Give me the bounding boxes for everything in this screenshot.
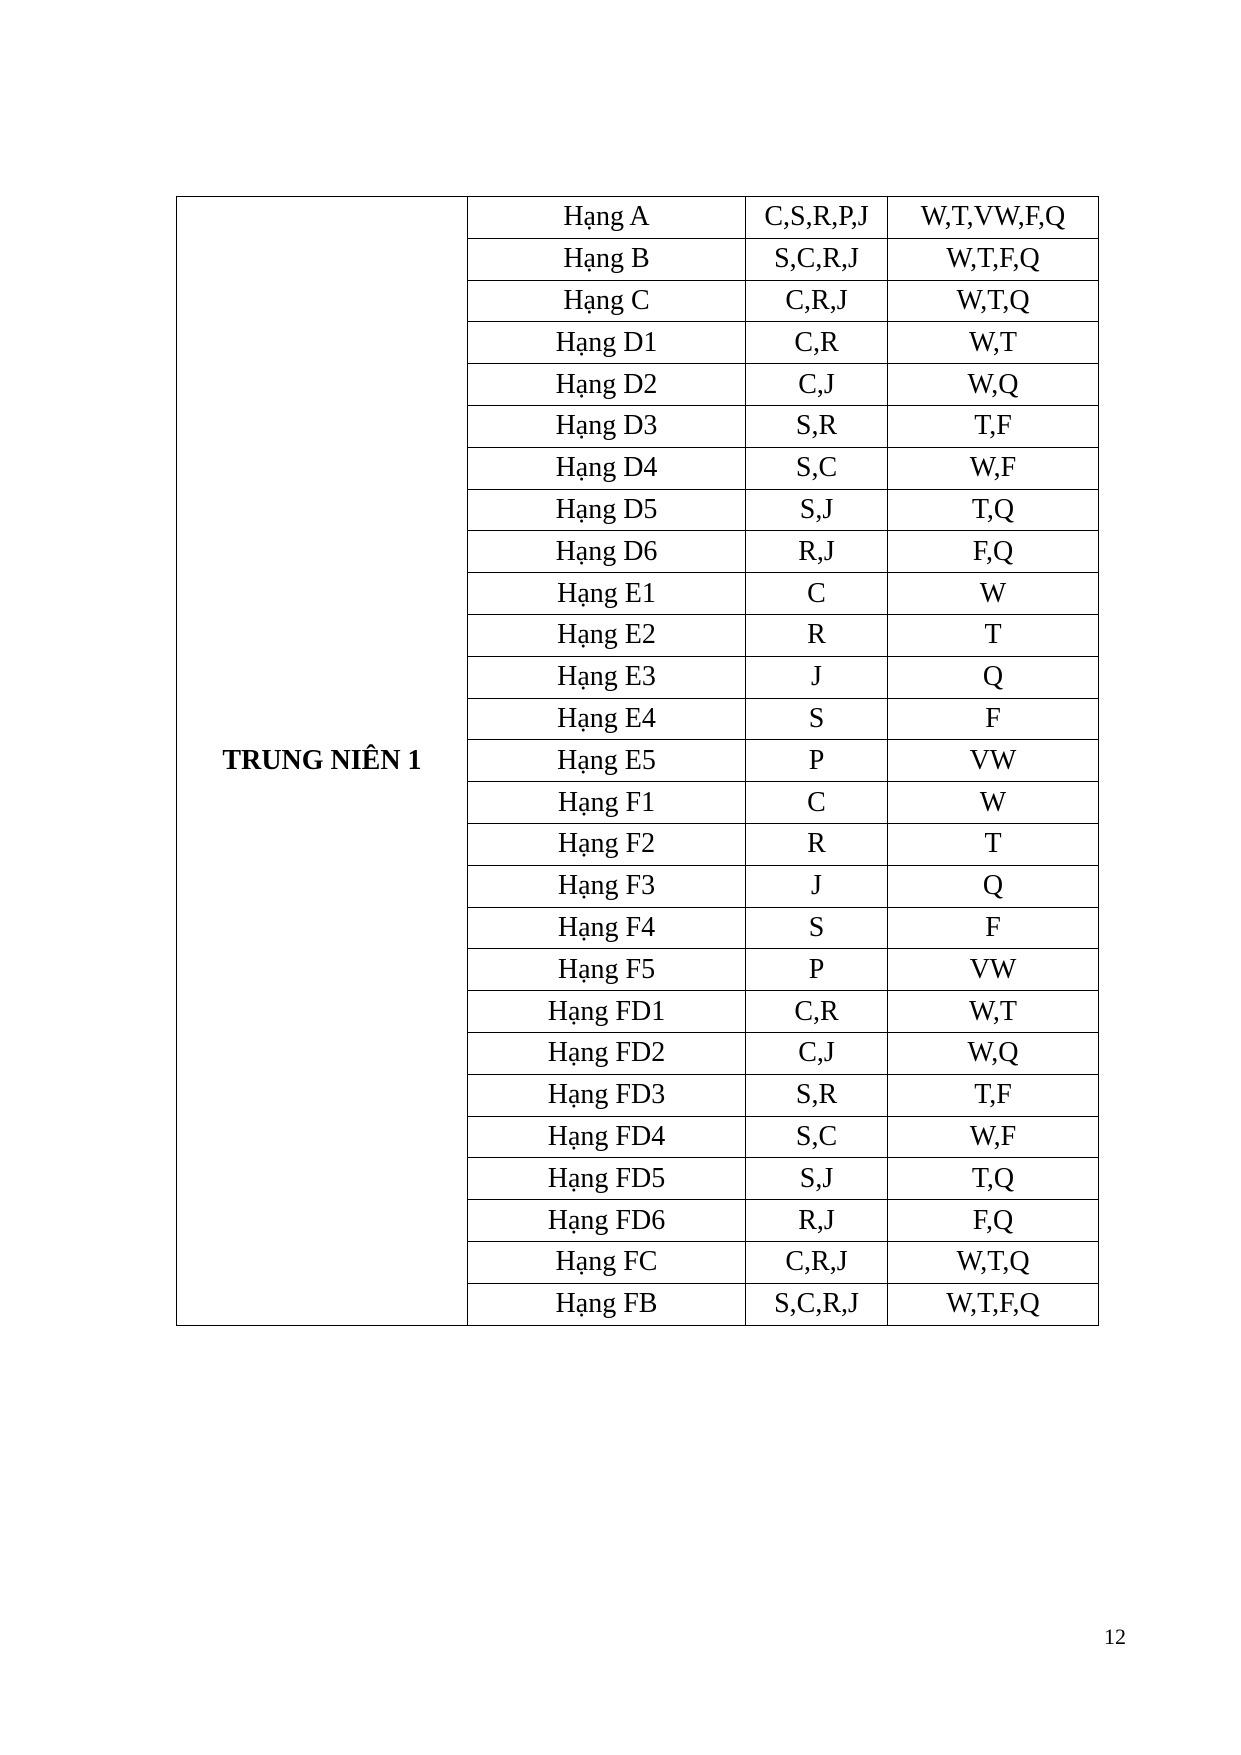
col3-cell: W,T	[888, 991, 1099, 1033]
grade-cell: Hạng B	[468, 238, 746, 280]
grade-cell: Hạng FD4	[468, 1116, 746, 1158]
grade-cell: Hạng D5	[468, 489, 746, 531]
grade-cell: Hạng F5	[468, 949, 746, 991]
grade-cell: Hạng E2	[468, 614, 746, 656]
col3-cell: W	[888, 573, 1099, 615]
grade-table-body	[177, 197, 1099, 1326]
grade-cell: Hạng A	[468, 197, 746, 239]
col3-cell: F	[888, 907, 1099, 949]
grade-cell: Hạng FB	[468, 1283, 746, 1325]
grade-table	[176, 196, 1099, 1326]
col3-cell: T	[888, 614, 1099, 656]
col3-cell: T,Q	[888, 1158, 1099, 1200]
col2-cell: R	[746, 823, 888, 865]
col3-cell: VW	[888, 949, 1099, 991]
grade-cell: Hạng E5	[468, 740, 746, 782]
col3-cell: W,T,Q	[888, 1241, 1099, 1283]
grade-cell: Hạng E3	[468, 656, 746, 698]
col3-cell: F,Q	[888, 1200, 1099, 1242]
col2-cell: C,J	[746, 1032, 888, 1074]
col2-cell: R	[746, 614, 888, 656]
grade-cell: Hạng FC	[468, 1241, 746, 1283]
col2-cell: C	[746, 573, 888, 615]
page-number: 12	[1104, 1624, 1126, 1649]
grade-cell: Hạng FD6	[468, 1200, 746, 1242]
grade-cell: Hạng F4	[468, 907, 746, 949]
grade-cell: Hạng D6	[468, 531, 746, 573]
col2-cell: C,S,R,P,J	[746, 197, 888, 239]
grade-cell: Hạng D3	[468, 405, 746, 447]
col2-cell: C,R	[746, 991, 888, 1033]
col2-cell: P	[746, 740, 888, 782]
col2-cell: S,C	[746, 447, 888, 489]
col3-cell: W,Q	[888, 364, 1099, 406]
col3-cell: W,T,F,Q	[888, 238, 1099, 280]
col2-cell: S	[746, 907, 888, 949]
grade-cell: Hạng FD1	[468, 991, 746, 1033]
col3-cell: W,Q	[888, 1032, 1099, 1074]
col3-cell: T,F	[888, 1074, 1099, 1116]
col2-cell: S	[746, 698, 888, 740]
col2-cell: P	[746, 949, 888, 991]
col2-cell: S,C,R,J	[746, 1283, 888, 1325]
col2-cell: J	[746, 865, 888, 907]
col2-cell: S,J	[746, 1158, 888, 1200]
col3-cell: W,T,F,Q	[888, 1283, 1099, 1325]
col2-cell: S,R	[746, 405, 888, 447]
grade-cell: Hạng E1	[468, 573, 746, 615]
col2-cell: S,J	[746, 489, 888, 531]
col2-cell: C,R	[746, 322, 888, 364]
grade-cell: Hạng F3	[468, 865, 746, 907]
grade-cell: Hạng E4	[468, 698, 746, 740]
col2-cell: S,R	[746, 1074, 888, 1116]
col3-cell: T,Q	[888, 489, 1099, 531]
grade-cell: Hạng FD3	[468, 1074, 746, 1116]
grade-cell: Hạng F1	[468, 782, 746, 824]
grade-cell: Hạng C	[468, 280, 746, 322]
col3-cell: W,T,Q	[888, 280, 1099, 322]
group-label: TRUNG NIÊN 1	[177, 197, 468, 1326]
grade-cell: Hạng D2	[468, 364, 746, 406]
grade-cell: Hạng FD5	[468, 1158, 746, 1200]
col3-cell: Q	[888, 656, 1099, 698]
col3-cell: W,T	[888, 322, 1099, 364]
col2-cell: R,J	[746, 531, 888, 573]
col3-cell: W,F	[888, 447, 1099, 489]
col2-cell: C,R,J	[746, 280, 888, 322]
col2-cell: J	[746, 656, 888, 698]
col3-cell: VW	[888, 740, 1099, 782]
col2-cell: S,C,R,J	[746, 238, 888, 280]
grade-cell: Hạng F2	[468, 823, 746, 865]
col3-cell: F,Q	[888, 531, 1099, 573]
col3-cell: F	[888, 698, 1099, 740]
col3-cell: Q	[888, 865, 1099, 907]
col3-cell: W	[888, 782, 1099, 824]
col3-cell: T,F	[888, 405, 1099, 447]
col2-cell: S,C	[746, 1116, 888, 1158]
col3-cell: W,F	[888, 1116, 1099, 1158]
grade-cell: Hạng FD2	[468, 1032, 746, 1074]
col3-cell: W,T,VW,F,Q	[888, 197, 1099, 239]
col3-cell: T	[888, 823, 1099, 865]
grade-cell: Hạng D4	[468, 447, 746, 489]
col2-cell: R,J	[746, 1200, 888, 1242]
col2-cell: C,J	[746, 364, 888, 406]
col2-cell: C,R,J	[746, 1241, 888, 1283]
table-row	[177, 197, 1099, 239]
grade-cell: Hạng D1	[468, 322, 746, 364]
col2-cell: C	[746, 782, 888, 824]
